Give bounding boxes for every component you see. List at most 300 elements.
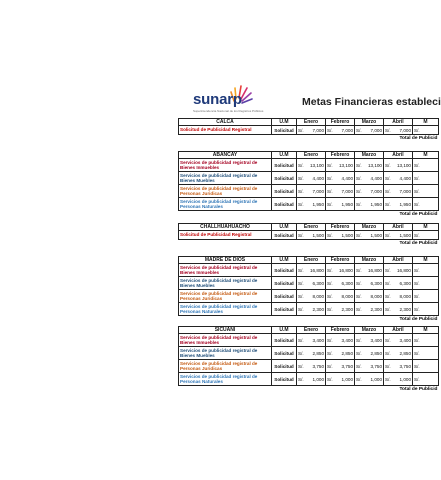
service-name: Servicios de publicidad registral de Personas Juridicas xyxy=(179,185,272,198)
currency-symbol: S/. xyxy=(356,201,362,207)
service-name: Servicios de publicidad registral de Personas Juridicas xyxy=(179,290,272,303)
service-name: Servicios de publicidad registral de Bienes Inmuebles xyxy=(179,159,272,172)
amount-cell xyxy=(326,334,355,347)
table-abancay xyxy=(178,151,439,217)
column-header: Marzo xyxy=(355,119,384,126)
total-label: Total de Publicid xyxy=(399,240,438,246)
table-row xyxy=(179,198,439,211)
amount-value: 13,100 xyxy=(367,162,382,168)
currency-symbol: S/. xyxy=(385,175,391,181)
amount-cell xyxy=(297,303,326,316)
amount-value: 8,000 xyxy=(312,293,324,299)
table-row xyxy=(179,347,439,360)
total-spacer xyxy=(179,316,355,323)
amount-value: 1,500 xyxy=(399,232,411,238)
amount-cell xyxy=(355,373,384,386)
amount-value: 1,000 xyxy=(341,376,353,382)
amount-value: 3,750 xyxy=(312,363,324,369)
unit-cell: Solicitud xyxy=(272,360,297,373)
amount-cell xyxy=(384,303,413,316)
currency-symbol: S/. xyxy=(298,188,304,194)
column-header: M xyxy=(413,327,439,334)
currency-symbol: S/. xyxy=(298,232,304,238)
amount-cell xyxy=(355,231,384,240)
amount-cell xyxy=(297,264,326,277)
currency-symbol: S/. xyxy=(414,337,420,343)
amount-cell xyxy=(384,126,413,135)
service-name: Servicios de publicidad registral de Personas Naturales xyxy=(179,373,272,386)
amount-cell xyxy=(297,277,326,290)
table-row xyxy=(179,334,439,347)
amount-value: 2,850 xyxy=(370,350,382,356)
unit-cell: Solicitud xyxy=(272,198,297,211)
amount-cell xyxy=(355,277,384,290)
amount-cell xyxy=(326,303,355,316)
amount-cell-partial xyxy=(413,159,439,172)
currency-symbol: S/. xyxy=(298,337,304,343)
column-header: Abril xyxy=(384,257,413,264)
amount-cell-partial xyxy=(413,290,439,303)
amount-value: 13,100 xyxy=(396,162,411,168)
amount-value: 8,000 xyxy=(399,293,411,299)
service-name: Servicios de publicidad registral de Bienes Muebles xyxy=(179,172,272,185)
amount-value: 13,100 xyxy=(338,162,353,168)
currency-symbol: S/. xyxy=(356,306,362,312)
currency-symbol: S/. xyxy=(356,350,362,356)
amount-cell xyxy=(384,264,413,277)
amount-cell xyxy=(326,198,355,211)
amount-cell-partial xyxy=(413,264,439,277)
currency-symbol: S/. xyxy=(327,232,333,238)
sunarp-logo xyxy=(187,83,267,117)
service-name: Servicios de publicidad registral de Personas Juridicas xyxy=(179,360,272,373)
column-header: U.M xyxy=(272,152,297,159)
column-header: Febrero xyxy=(326,224,355,231)
service-name: Servicios de publicidad registral de Bienes Muebles xyxy=(179,347,272,360)
logo-wordmark: sunarp xyxy=(193,91,242,108)
table-header-row xyxy=(179,257,439,264)
amount-cell xyxy=(355,159,384,172)
total-row xyxy=(179,211,439,218)
currency-symbol: S/. xyxy=(298,280,304,286)
currency-symbol: S/. xyxy=(414,175,420,181)
amount-cell xyxy=(326,360,355,373)
table-challhuahuacho xyxy=(178,223,439,246)
page-title: Metas Financieras estableci xyxy=(302,96,441,108)
service-name: Solicitud de Publicidad Registral xyxy=(179,231,272,240)
amount-cell xyxy=(297,360,326,373)
column-header: M xyxy=(413,224,439,231)
amount-cell xyxy=(384,347,413,360)
table-sicuani xyxy=(178,326,439,392)
currency-symbol: S/. xyxy=(327,188,333,194)
currency-symbol: S/. xyxy=(385,267,391,273)
amount-value: 7,000 xyxy=(370,188,382,194)
amount-value: 3,400 xyxy=(370,337,382,343)
column-header: Marzo xyxy=(355,327,384,334)
amount-cell xyxy=(384,172,413,185)
column-header: M xyxy=(413,257,439,264)
column-header: U.M xyxy=(272,119,297,126)
amount-cell xyxy=(297,172,326,185)
currency-symbol: S/. xyxy=(385,162,391,168)
currency-symbol: S/. xyxy=(385,293,391,299)
column-header: Marzo xyxy=(355,152,384,159)
amount-cell xyxy=(384,277,413,290)
unit-cell: Solicitud xyxy=(272,373,297,386)
table-row xyxy=(179,159,439,172)
amount-value: 1,950 xyxy=(341,201,353,207)
total-row xyxy=(179,240,439,247)
amount-value: 16,800 xyxy=(309,267,324,273)
amount-value: 2,300 xyxy=(341,306,353,312)
currency-symbol: S/. xyxy=(356,337,362,343)
currency-symbol: S/. xyxy=(327,201,333,207)
currency-symbol: S/. xyxy=(414,363,420,369)
amount-cell xyxy=(297,347,326,360)
column-header: Enero xyxy=(297,257,326,264)
currency-symbol: S/. xyxy=(414,232,420,238)
unit-cell: Solicitud xyxy=(272,231,297,240)
amount-cell xyxy=(355,185,384,198)
total-spacer xyxy=(179,135,355,142)
table-row xyxy=(179,264,439,277)
total-spacer xyxy=(179,211,355,218)
amount-value: 6,300 xyxy=(312,280,324,286)
total-row xyxy=(179,386,439,393)
amount-cell xyxy=(297,159,326,172)
amount-cell-partial xyxy=(413,172,439,185)
table-row xyxy=(179,373,439,386)
column-header: Marzo xyxy=(355,257,384,264)
district-name: CHALLHUAHUACHO xyxy=(179,224,272,231)
amount-cell xyxy=(326,231,355,240)
amount-cell xyxy=(326,126,355,135)
column-header: M xyxy=(413,152,439,159)
amount-cell xyxy=(297,334,326,347)
amount-cell xyxy=(355,198,384,211)
amount-value: 7,000 xyxy=(370,127,382,133)
amount-cell xyxy=(384,185,413,198)
amount-cell-partial xyxy=(413,303,439,316)
currency-symbol: S/. xyxy=(298,175,304,181)
amount-cell xyxy=(297,198,326,211)
currency-symbol: S/. xyxy=(298,162,304,168)
table-header-row xyxy=(179,119,439,126)
table-row xyxy=(179,303,439,316)
column-header: Febrero xyxy=(326,257,355,264)
column-header: Enero xyxy=(297,152,326,159)
amount-cell xyxy=(326,347,355,360)
amount-cell-partial xyxy=(413,198,439,211)
amount-value: 7,000 xyxy=(341,127,353,133)
amount-cell xyxy=(384,198,413,211)
currency-symbol: S/. xyxy=(327,175,333,181)
logo-tagline: Superintendencia Nacional de los Registros Públicos xyxy=(193,109,264,113)
amount-value: 7,000 xyxy=(341,188,353,194)
amount-value: 3,400 xyxy=(341,337,353,343)
unit-cell: Solicitud xyxy=(272,347,297,360)
service-name: Servicios de publicidad registral de Bienes Muebles xyxy=(179,277,272,290)
amount-value: 8,000 xyxy=(341,293,353,299)
column-header: Enero xyxy=(297,224,326,231)
amount-cell xyxy=(384,373,413,386)
amount-value: 2,850 xyxy=(399,350,411,356)
table-row xyxy=(179,231,439,240)
currency-symbol: S/. xyxy=(385,376,391,382)
amount-cell xyxy=(355,264,384,277)
amount-cell xyxy=(355,303,384,316)
currency-symbol: S/. xyxy=(327,363,333,369)
amount-value: 3,400 xyxy=(312,337,324,343)
currency-symbol: S/. xyxy=(385,232,391,238)
service-name: Servicios de publicidad registral de Bienes Inmuebles xyxy=(179,334,272,347)
unit-cell: Solicitud xyxy=(272,126,297,135)
amount-value: 2,300 xyxy=(370,306,382,312)
amount-value: 1,500 xyxy=(370,232,382,238)
currency-symbol: S/. xyxy=(356,363,362,369)
amount-cell xyxy=(355,126,384,135)
amount-cell-partial xyxy=(413,334,439,347)
currency-symbol: S/. xyxy=(298,293,304,299)
currency-symbol: S/. xyxy=(414,306,420,312)
currency-symbol: S/. xyxy=(356,175,362,181)
amount-cell xyxy=(297,373,326,386)
amount-value: 1,000 xyxy=(399,376,411,382)
currency-symbol: S/. xyxy=(385,363,391,369)
currency-symbol: S/. xyxy=(356,232,362,238)
currency-symbol: S/. xyxy=(298,201,304,207)
amount-cell xyxy=(384,231,413,240)
table-header-row xyxy=(179,327,439,334)
currency-symbol: S/. xyxy=(298,363,304,369)
currency-symbol: S/. xyxy=(414,280,420,286)
amount-cell-partial xyxy=(413,126,439,135)
currency-symbol: S/. xyxy=(414,201,420,207)
amount-cell xyxy=(326,159,355,172)
currency-symbol: S/. xyxy=(327,337,333,343)
table-row xyxy=(179,185,439,198)
amount-value: 4,400 xyxy=(370,175,382,181)
currency-symbol: S/. xyxy=(356,127,362,133)
column-header: Febrero xyxy=(326,119,355,126)
total-row xyxy=(179,135,439,142)
amount-cell xyxy=(326,277,355,290)
unit-cell: Solicitud xyxy=(272,159,297,172)
currency-symbol: S/. xyxy=(356,267,362,273)
amount-value: 3,750 xyxy=(399,363,411,369)
table-row xyxy=(179,172,439,185)
unit-cell: Solicitud xyxy=(272,334,297,347)
amount-cell-partial xyxy=(413,277,439,290)
amount-value: 1,950 xyxy=(370,201,382,207)
unit-cell: Solicitud xyxy=(272,185,297,198)
amount-cell xyxy=(355,347,384,360)
table-calca xyxy=(178,118,439,141)
currency-symbol: S/. xyxy=(327,267,333,273)
amount-value: 7,000 xyxy=(399,127,411,133)
unit-cell: Solicitud xyxy=(272,264,297,277)
currency-symbol: S/. xyxy=(414,267,420,273)
amount-value: 16,800 xyxy=(396,267,411,273)
currency-symbol: S/. xyxy=(414,162,420,168)
column-header: Abril xyxy=(384,119,413,126)
amount-value: 1,000 xyxy=(312,376,324,382)
district-name: ABANCAY xyxy=(179,152,272,159)
currency-symbol: S/. xyxy=(327,280,333,286)
currency-symbol: S/. xyxy=(356,188,362,194)
service-name: Solicitud de Publicidad Registral xyxy=(179,126,272,135)
currency-symbol: S/. xyxy=(385,337,391,343)
amount-cell xyxy=(384,290,413,303)
amount-cell xyxy=(355,290,384,303)
amount-value: 13,100 xyxy=(309,162,324,168)
column-header: Marzo xyxy=(355,224,384,231)
amount-value: 3,400 xyxy=(399,337,411,343)
amount-value: 4,400 xyxy=(312,175,324,181)
table-header-row xyxy=(179,152,439,159)
amount-value: 3,750 xyxy=(341,363,353,369)
amount-cell-partial xyxy=(413,185,439,198)
amount-cell xyxy=(326,373,355,386)
amount-cell xyxy=(326,172,355,185)
currency-symbol: S/. xyxy=(327,293,333,299)
amount-value: 1,500 xyxy=(312,232,324,238)
amount-value: 1,000 xyxy=(370,376,382,382)
currency-symbol: S/. xyxy=(298,306,304,312)
service-name: Servicios de publicidad registral de Personas Naturales xyxy=(179,303,272,316)
column-header: U.M xyxy=(272,327,297,334)
table-madre-de-dios xyxy=(178,256,439,322)
amount-cell xyxy=(297,231,326,240)
amount-cell xyxy=(384,334,413,347)
amount-value: 1,950 xyxy=(399,201,411,207)
total-label: Total de Publicid xyxy=(399,135,438,141)
amount-value: 4,400 xyxy=(341,175,353,181)
currency-symbol: S/. xyxy=(356,293,362,299)
currency-symbol: S/. xyxy=(298,376,304,382)
amount-cell xyxy=(384,360,413,373)
total-spacer xyxy=(179,386,355,393)
service-name: Servicios de publicidad registral de Personas Naturales xyxy=(179,198,272,211)
amount-cell-partial xyxy=(413,231,439,240)
amount-cell xyxy=(355,334,384,347)
amount-value: 7,000 xyxy=(312,127,324,133)
amount-value: 1,950 xyxy=(312,201,324,207)
unit-cell: Solicitud xyxy=(272,290,297,303)
currency-symbol: S/. xyxy=(327,127,333,133)
amount-value: 16,800 xyxy=(338,267,353,273)
column-header: Enero xyxy=(297,119,326,126)
currency-symbol: S/. xyxy=(298,350,304,356)
amount-value: 2,300 xyxy=(312,306,324,312)
column-header: Abril xyxy=(384,152,413,159)
table-row xyxy=(179,277,439,290)
currency-symbol: S/. xyxy=(414,188,420,194)
table-header-row xyxy=(179,224,439,231)
currency-symbol: S/. xyxy=(356,162,362,168)
amount-value: 7,000 xyxy=(399,188,411,194)
column-header: U.M xyxy=(272,224,297,231)
currency-symbol: S/. xyxy=(327,306,333,312)
amount-value: 4,400 xyxy=(399,175,411,181)
amount-cell-partial xyxy=(413,373,439,386)
district-name: CALCA xyxy=(179,119,272,126)
amount-value: 3,750 xyxy=(370,363,382,369)
total-spacer xyxy=(179,240,355,247)
currency-symbol: S/. xyxy=(298,267,304,273)
unit-cell: Solicitud xyxy=(272,303,297,316)
total-row xyxy=(179,316,439,323)
currency-symbol: S/. xyxy=(327,162,333,168)
amount-cell xyxy=(297,126,326,135)
total-label: Total de Publicid xyxy=(399,386,438,392)
currency-symbol: S/. xyxy=(414,293,420,299)
currency-symbol: S/. xyxy=(385,127,391,133)
amount-value: 2,850 xyxy=(341,350,353,356)
amount-value: 7,000 xyxy=(312,188,324,194)
column-header: Abril xyxy=(384,327,413,334)
amount-cell xyxy=(326,185,355,198)
table-row xyxy=(179,126,439,135)
total-label: Total de Publicid xyxy=(399,316,438,322)
currency-symbol: S/. xyxy=(356,280,362,286)
currency-symbol: S/. xyxy=(414,350,420,356)
amount-cell xyxy=(297,290,326,303)
amount-cell xyxy=(297,185,326,198)
currency-symbol: S/. xyxy=(298,127,304,133)
district-name: MADRE DE DIOS xyxy=(179,257,272,264)
amount-cell xyxy=(326,264,355,277)
currency-symbol: S/. xyxy=(385,201,391,207)
currency-symbol: S/. xyxy=(414,127,420,133)
district-name: SICUANI xyxy=(179,327,272,334)
column-header: Febrero xyxy=(326,327,355,334)
amount-value: 2,300 xyxy=(399,306,411,312)
amount-value: 6,300 xyxy=(341,280,353,286)
column-header: Abril xyxy=(384,224,413,231)
amount-value: 6,300 xyxy=(399,280,411,286)
service-name: Servicios de publicidad registral de Bienes Inmuebles xyxy=(179,264,272,277)
amount-cell xyxy=(384,159,413,172)
currency-symbol: S/. xyxy=(327,350,333,356)
table-row xyxy=(179,360,439,373)
amount-cell-partial xyxy=(413,347,439,360)
table-row xyxy=(179,290,439,303)
column-header: Enero xyxy=(297,327,326,334)
column-header: U.M xyxy=(272,257,297,264)
unit-cell: Solicitud xyxy=(272,172,297,185)
amount-cell xyxy=(326,290,355,303)
amount-cell xyxy=(355,360,384,373)
currency-symbol: S/. xyxy=(414,376,420,382)
currency-symbol: S/. xyxy=(356,376,362,382)
currency-symbol: S/. xyxy=(385,188,391,194)
unit-cell: Solicitud xyxy=(272,277,297,290)
column-header: Febrero xyxy=(326,152,355,159)
currency-symbol: S/. xyxy=(327,376,333,382)
amount-cell-partial xyxy=(413,360,439,373)
amount-value: 6,300 xyxy=(370,280,382,286)
currency-symbol: S/. xyxy=(385,280,391,286)
amount-value: 8,000 xyxy=(370,293,382,299)
amount-value: 2,850 xyxy=(312,350,324,356)
amount-cell xyxy=(355,172,384,185)
amount-value: 1,500 xyxy=(341,232,353,238)
currency-symbol: S/. xyxy=(385,350,391,356)
total-label: Total de Publicid xyxy=(399,211,438,217)
amount-value: 16,800 xyxy=(367,267,382,273)
